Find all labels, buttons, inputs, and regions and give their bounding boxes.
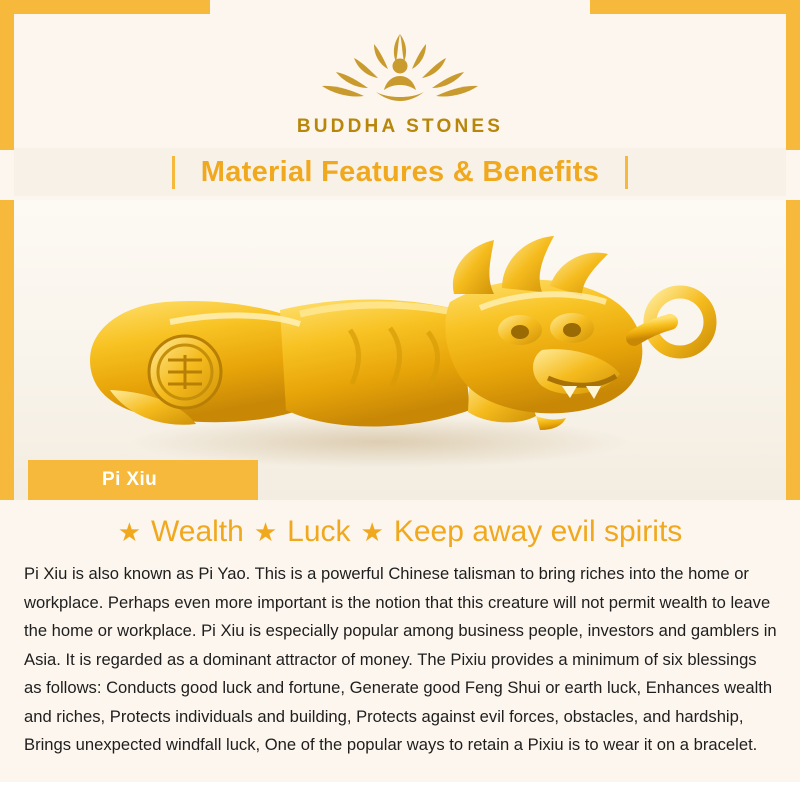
hero-image-area bbox=[14, 200, 786, 500]
section-title-banner bbox=[14, 148, 786, 196]
benefits-row bbox=[0, 515, 800, 549]
frame-middle-right-vertical bbox=[786, 200, 800, 500]
star-icon: ★ bbox=[360, 517, 384, 547]
brand-logo bbox=[0, 22, 800, 138]
star-icon: ★ bbox=[117, 517, 141, 547]
section-title-inner bbox=[172, 156, 628, 189]
page-title: Material Features & Benefits bbox=[200, 155, 600, 188]
frame-middle-left-vertical bbox=[0, 200, 14, 500]
image-caption-label: Pi Xiu bbox=[102, 469, 158, 490]
frame-top-right-horizontal bbox=[590, 0, 800, 14]
description-paragraph: Pi Xiu is also known as Pi Yao. This is a powerful Chinese talisman to bring riches into the home or workplace. Perhaps even more important is the notion that this creature will not permit wealth to leave the home or workplace. Pi Xiu is especially popular among business people, investors and gamblers in Asia. It is regarded as a dominant attractor of money. The Pixiu provides a minimum of six blessings as follows: Conducts good luck and fortune, Generate good Feng Shui or earth luck, Enhances wealth and riches, Protects individuals and building, Protects against evil forces, obstacles, and hardship, Brings unexpected windfall luck, One of the popular ways to retain a Pixiu is to wear it on a bracelet. bbox=[24, 564, 777, 755]
gold-pixiu-pendant-photo bbox=[50, 210, 750, 490]
lotus-meditation-icon bbox=[310, 22, 490, 110]
benefit-item-1: Wealth bbox=[151, 515, 244, 548]
bottom-margin-strip bbox=[0, 782, 800, 800]
benefit-item-3: Keep away evil spirits bbox=[393, 515, 683, 548]
frame-top-left-horizontal bbox=[0, 0, 210, 14]
brand-name: BUDDHA STONES bbox=[296, 116, 504, 137]
image-caption bbox=[28, 460, 258, 500]
star-icon: ★ bbox=[253, 517, 278, 547]
benefit-item-2: Luck bbox=[287, 515, 351, 548]
